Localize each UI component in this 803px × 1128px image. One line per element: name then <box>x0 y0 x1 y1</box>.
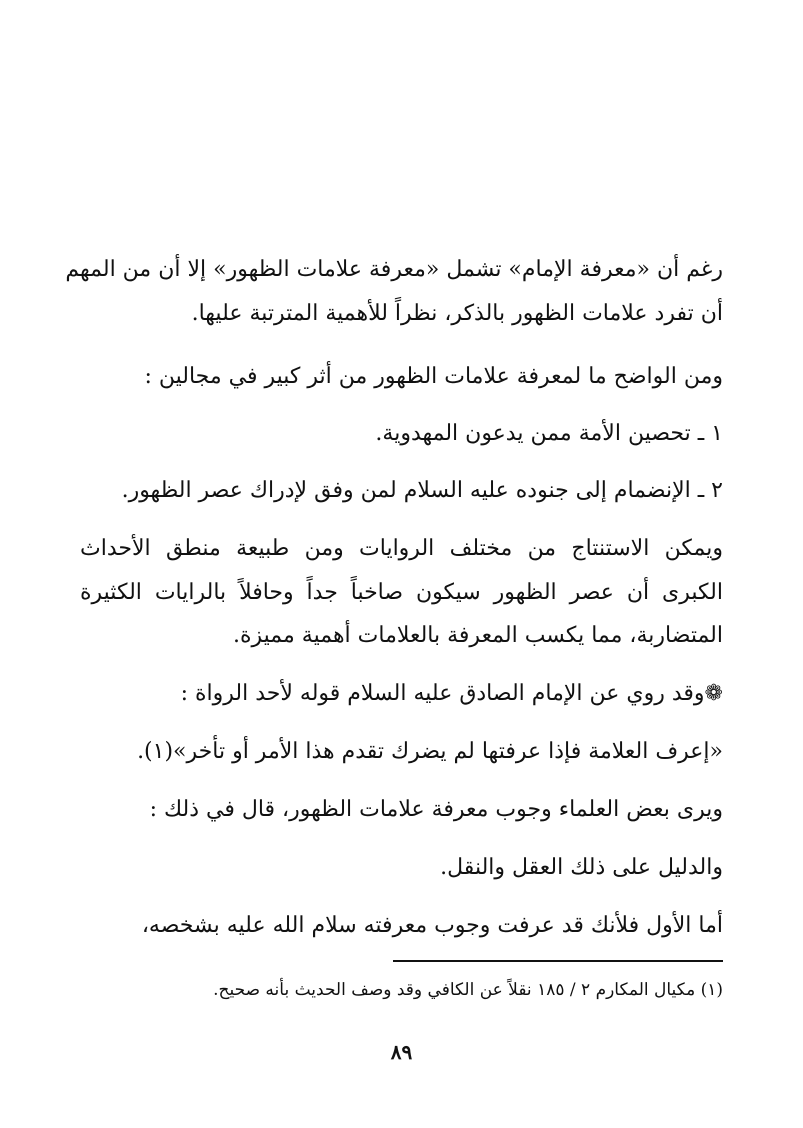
text-line-13: أما الأول فلأنك قد عرفت وجوب معرفته سلام الله عليه بشخصه، <box>141 913 723 938</box>
quote-line: «إعرف العلامة فإذا عرفتها لم يضرك تقدم هذا الأمر أو تأخر»(١). <box>137 739 723 764</box>
text-line-1: رغم أن «معرفة الإمام» تشمل «معرفة علامات الظهور» إلا أن من المهم <box>65 257 723 282</box>
list-item-2: ٢ ـ الإنضمام إلى جنوده عليه السلام لمن وفق لإدراك عصر الظهور. <box>121 478 723 503</box>
text-line-9: ❁وقد روي عن الإمام الصادق عليه السلام قوله لأحد الرواة : <box>180 681 723 706</box>
text-line-2: أن تفرد علامات الظهور بالذكر، نظراً للأهمية المترتبة عليها. <box>191 301 723 326</box>
text-line-11: ويرى بعض العلماء وجوب معرفة علامات الظهور، قال في ذلك : <box>149 797 723 822</box>
text-line-3: ومن الواضح ما لمعرفة علامات الظهور من أثر كبير في مجالين : <box>144 364 723 389</box>
text-line-12: والدليل على ذلك العقل والنقل. <box>440 855 723 880</box>
list-item-1: ١ ـ تحصين الأمة ممن يدعون المهدوية. <box>375 421 723 446</box>
text-line-7: الكبرى أن عصر الظهور سيكون صاخباً جداً وحافلاً بالرايات الكثيرة <box>80 580 723 605</box>
text-line-6: ويمكن الاستنتاج من مختلف الروايات ومن طبيعة منطق الأحداث <box>80 536 723 561</box>
text-line-8: المتضاربة، مما يكسب المعرفة بالعلامات أهمية مميزة. <box>233 623 723 648</box>
footnote: (١) مكيال المكارم ٢ / ١٨٥ نقلاً عن الكافي وقد وصف الحديث بأنه صحيح. <box>213 980 723 1000</box>
page-number: ٨٩ <box>390 1040 413 1064</box>
footnote-divider <box>393 960 723 962</box>
